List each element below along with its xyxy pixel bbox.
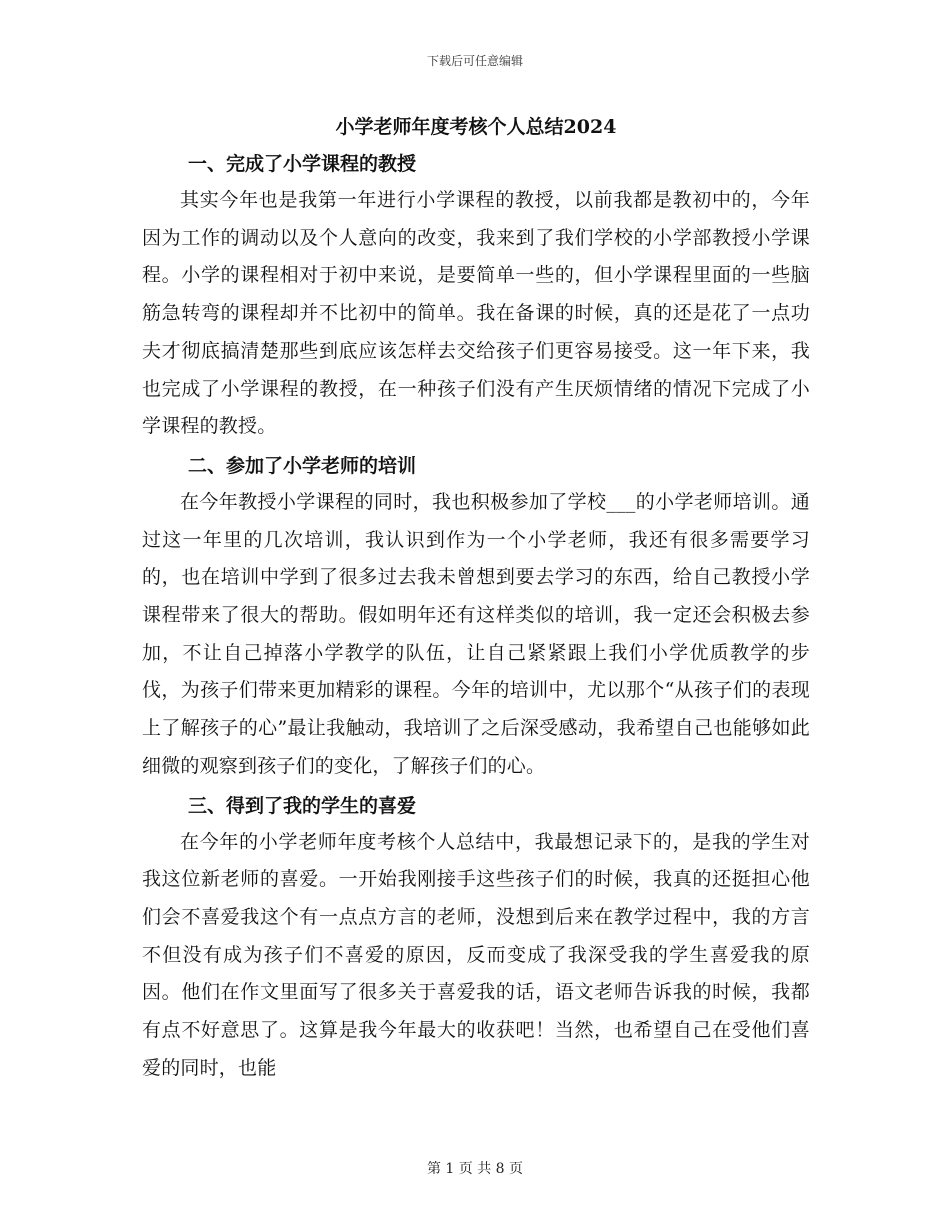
section-paragraph-1: 其实今年也是我第一年进行小学课程的教授，以前我都是教初中的，今年因为工作的调动以及个人意向的改变，我来到了我们学校的小学部教授小学课程。小学的课程相对于初中来说，是要简单一些的，但小学课程里面的一些脑筋急转弯的课程却并不比初中的简单。我在备课的时候，真的还是花了一点功夫才彻底搞清楚那些到底应该怎样去交给孩子们更容易接受。这一年下来，我也完成了小学课程的教授，在一种孩子们没有产生厌烦情绪的情况下完成了小学课程的教授。 [142,189,810,438]
page-header: 下载后可任意编辑 [426,54,523,68]
section-paragraph-2: 在今年教授小学课程的同时，我也积极参加了学校___的小学老师培训。通过这一年里的几次培训，我认识到作为一个小学老师，我还有很多需要学习的，也在培训中学到了很多过去我未曾想到要去学习的东西，给自己教授小学课程带来了很大的帮助。假如明年还有这样类似的培训，我一定还会积极去参加，不让自己掉落小学教学的队伍，让自己紧紧跟上我们小学优质教学的步伐，为孩子们带来更加精彩的课程。今年的培训中，尤以那个“从孩子们的表现上了解孩子的心”最让我触动，我培训了之后深受感动，我希望自己也能够如此细微的观察到孩子们的变化，了解孩子们的心。 [142,490,810,777]
page-footer: 第 1 页 共 8 页 [426,1161,524,1177]
section-heading-3: 三、得到了我的学生的喜爱 [188,794,417,817]
document-body [142,108,810,1089]
document-title: 小学老师年度考核个人总结2024 [335,116,617,138]
section-heading-2: 二、参加了小学老师的培训 [188,454,417,477]
section-heading-1: 一、完成了小学课程的教授 [188,153,417,175]
section-paragraph-3: 在今年的小学老师年度考核个人总结中，我最想记录下的，是我的学生对我这位新老师的喜爱。一开始我刚接手这些孩子们的时候，我真的还挺担心他们会不喜爱我这个有一点点方言的老师，没想到后来在教学过程中，我的方言不但没有成为孩子们不喜爱的原因，反而变成了我深受我的学生喜爱我的原因。他们在作文里面写了很多关于喜爱我的话，语文老师告诉我的时候，我都有点不好意思了。这算是我今年最大的收获吧！当然，也希望自己在受他们喜爱的同时，也能 [142,830,810,1079]
